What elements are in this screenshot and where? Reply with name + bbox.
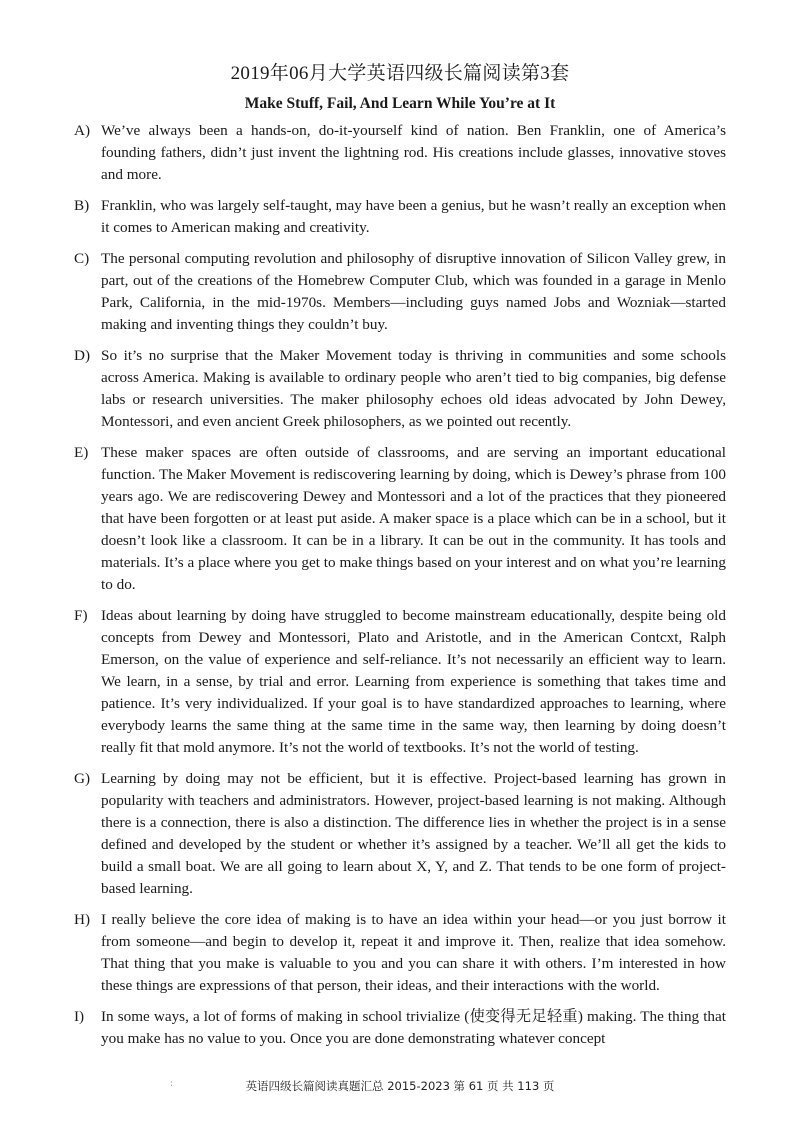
paragraph-letter: I): [74, 1008, 85, 1025]
footer-text: 英语四级长篇阅读真题汇总 2015-2023 第 61 页 共 113 页: [245, 1079, 555, 1093]
paragraph-text: Learning by doing may not be efficient, but it is effective. Project-based learning has grown in popularity with teachers and administrators. However, project-based learning is not making. Although there is a connection, there is also a distinction. The difference lies in whether the project is in a sense defined and developed by the student or whether it’s assigned by a teacher. We’ll all get the kids to build a small boat. We are all going to learn about X, Y, and Z. That tends to be one form of project-based learning.: [101, 770, 726, 897]
paragraph-i: [74, 1006, 726, 1050]
paragraph-text: Ideas about learning by doing have struggled to become mainstream educationally, despite being old concepts from Dewey and Montessori, Plato and Aristotle, and in the American Contcxt, Ralph Emerson, on the value of experience and self-reliance. It’s not necessarily an efficient way to learn. We learn, in a sense, by trial and error. Learning from experience is something that takes time and patience. It’s very individualized. If your goal is to have standardized approaches to learning, where everybody learns the same thing at the same time in the same way, then learning by doing doesn’t really fit that mold anymore. It’s not the world of textbooks. It’s not the world of testing.: [101, 607, 726, 756]
paragraph-g: [74, 768, 726, 900]
paragraph-letter: C): [74, 250, 90, 267]
paragraph-text: Franklin, who was largely self-taught, may have been a genius, but he wasn’t really an exception when it comes to American making and creativity.: [101, 197, 726, 236]
paragraph-text: The personal computing revolution and philosophy of disruptive innovation of Silicon Valley grew, in part, out of the creations of the Homebrew Computer Club, which was founded in a garage in Menlo Park, California, in the mid-1970s. Members—including guys named Jobs and Wozniak—started making and inventing things they couldn’t buy.: [101, 250, 726, 333]
paragraph-a: [74, 120, 726, 186]
paragraph-letter: H): [74, 911, 91, 928]
paragraph-text: So it’s no surprise that the Maker Movement today is thriving in communities and some schools across America. Making is available to ordinary people who aren’t tied to big companies, big defense labs or research universities. The maker philosophy echoes old ideas advocated by John Dewey, Montessori, and even ancient Greek philosophers, as we pointed out recently.: [101, 347, 726, 430]
paragraph-text: These maker spaces are often outside of classrooms, and are serving an important educational function. The Maker Movement is rediscovering learning by doing, which is Dewey’s phrase from 100 years ago. We are rediscovering Dewey and Montessori and a lot of the practices that they pioneered that have been forgotten or at least put aside. A maker space is a place which can be in a school, but it doesn’t look like a classroom. It can be in a library. It can be out in the community. It has tools and materials. It’s a place where you get to make things based on your interest and on what you’re learning to do.: [101, 444, 726, 593]
paragraph-text: In some ways, a lot of forms of making in school trivialize (使变得无足轻重) making. The thing that you make has no value to you. Once you are done demonstrating whatever concept: [101, 1008, 726, 1047]
paragraph-letter: B): [74, 197, 90, 214]
paragraph-d: [74, 345, 726, 433]
paragraph-letter: D): [74, 347, 91, 364]
article-title: Make Stuff, Fail, And Learn While You’re at It: [244, 95, 556, 112]
paragraph-letter: F): [74, 607, 88, 624]
paragraph-c: [74, 248, 726, 336]
paragraph-f: [74, 605, 726, 759]
paragraph-list: [74, 120, 726, 1050]
paragraph-letter: E): [74, 444, 89, 461]
footer-mark: :: [170, 1079, 174, 1089]
paragraph-letter: G): [74, 770, 91, 787]
paragraph-e: [74, 442, 726, 596]
paragraph-text: I really believe the core idea of making is to have an idea within your head—or you just borrow it from someone—and begin to develop it, repeat it and improve it. Then, realize that idea somehow. That thing that you make is valuable to you and you can share it with others. I’m interested in how these things are expressions of that person, their ideas, and their interactions with the world.: [101, 911, 726, 994]
paragraph-h: [74, 909, 726, 997]
page-title: 2019年06月大学英语四级长篇阅读第3套: [230, 63, 570, 84]
paragraph-b: [74, 195, 726, 239]
page-footer: [0, 1078, 800, 1094]
paragraph-text: We’ve always been a hands-on, do-it-yourself kind of nation. Ben Franklin, one of America’s founding fathers, didn’t just invent the lightning rod. His creations include glasses, innovative stoves and more.: [101, 122, 726, 183]
paragraph-letter: A): [74, 122, 91, 139]
